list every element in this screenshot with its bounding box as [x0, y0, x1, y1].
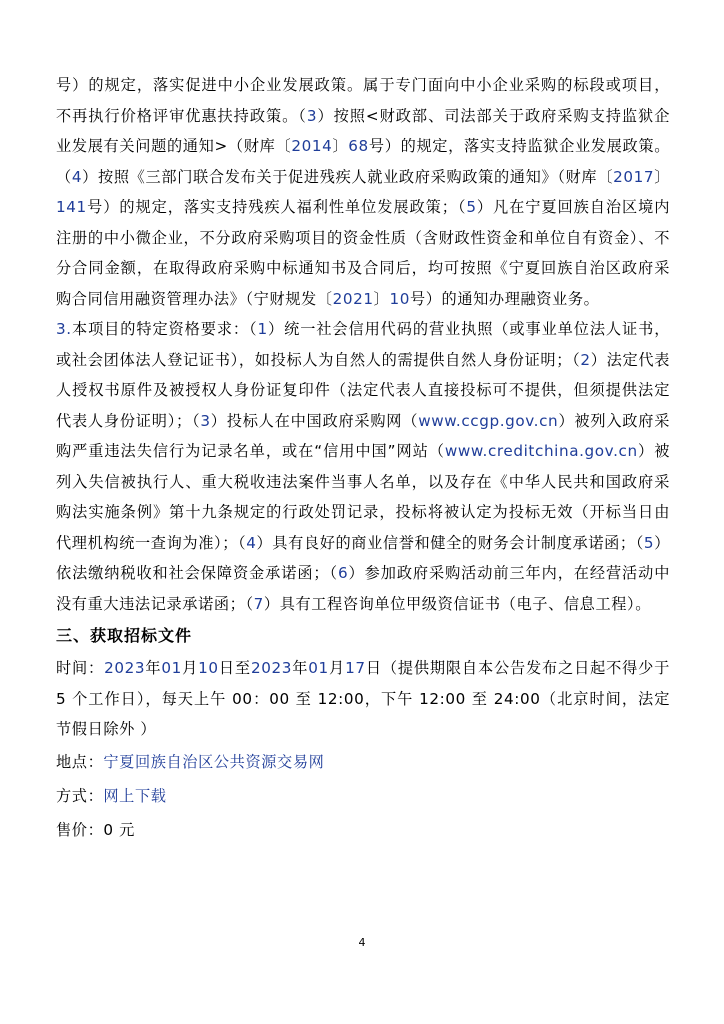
text-run: ）投标人在中国政府采购网（	[210, 411, 419, 430]
text-run: 5	[643, 533, 655, 552]
text-run: 年	[145, 659, 162, 677]
text-run: 2021	[332, 289, 374, 308]
text-run: 68	[348, 137, 369, 155]
price-field	[56, 813, 670, 847]
text-run: 2023	[104, 659, 146, 677]
field-label: 时间：	[56, 659, 105, 677]
text-run: 号）的规定，落实促进中小企业发展政策。属于专门面向中小企业采购的标段或项目，不再执行价格评审优惠扶持政策。（	[56, 76, 670, 125]
policy-paragraph	[56, 70, 670, 314]
text-run: 2017	[613, 167, 655, 186]
text-run: 3.	[56, 320, 72, 338]
text-run: 年	[292, 659, 309, 677]
text-run: 〕	[332, 137, 349, 155]
text-run: ）按照<财政部、司法部关于政府采购支持监狱企业发展有关问题的通知>（财库〔	[56, 106, 670, 155]
text-run: ）具有良好的商业信誉和健全的财务会计制度承诺函；（	[256, 533, 644, 552]
text-run: 7	[253, 594, 264, 613]
text-run: 4	[246, 533, 257, 552]
text-run: ）统一社会信用代码的营业执照（或事业单位法人证书，或社会团体法人登记证书），如投标人为自然人的需提供自然人身份证明；（	[56, 320, 670, 369]
text-run: 5	[466, 198, 477, 216]
text-run: 号）的通知办理融资业务。	[409, 289, 600, 308]
text-run: ）具有工程咨询单位甲级资信证书（电子、信息工程）。	[263, 594, 651, 613]
text-run: 17	[345, 659, 366, 677]
text-run: 号）的规定，落实支持残疾人福利性单位发展政策；（	[86, 198, 467, 216]
text-run: ）参加政府采购活动前三年内，在经营活动中没有重大违法记录承诺函；（	[56, 564, 671, 613]
page-number: 4	[358, 936, 366, 949]
document-page	[56, 70, 670, 847]
field-label: 方式：	[56, 786, 104, 805]
ccgp-url: www.ccgp.gov.cn	[418, 411, 559, 430]
text-run: 2	[580, 350, 591, 369]
text-run: 01	[308, 659, 329, 677]
text-run: 月	[328, 659, 346, 677]
section-heading: 三、获取招标文件	[56, 626, 193, 645]
text-run: ）按照《三部门联合发布关于促进残疾人就业政府采购政策的通知》（财库〔	[82, 167, 614, 186]
text-run: 01	[161, 659, 182, 677]
text-run: 10	[198, 659, 219, 677]
text-run: 2014	[291, 137, 333, 155]
text-run: ）被列入失信被执行人、重大税收违法案件当事人名单，以及存在《中华人民共和国政府采购法实施条例》第十九条规定的行政处罚记录，投标将被认定为投标无效（开标当日由代理机构统一查询为准）；（	[56, 442, 670, 552]
text-run: ）凡在宁夏回族自治区境内注册的中小微企业，不分政府采购项目的资金性质（含财政性资金和单位自有资金）、不分合同金额，在取得政府采购中标通知书及合同后，均可按照《宁夏回族自治区政府采购合同信用融资管理办法》（宁财规发〔	[56, 198, 670, 308]
field-value: 网上下载	[103, 786, 167, 805]
field-label: 地点：	[56, 752, 104, 771]
text-run: 4	[71, 167, 83, 186]
text-run: 本项目的特定资格要求：（	[71, 320, 258, 338]
text-run: 日	[365, 659, 382, 677]
creditchina-url: www.creditchina.gov.cn	[444, 442, 638, 460]
field-value: 0 元	[103, 820, 135, 839]
text-run: 2023	[250, 659, 293, 677]
field-label: 售价：	[56, 820, 104, 839]
text-run: （提供期限自本公告发布之日起不得少于 5 个工作日），每天上午 00：00 至 12:00，下午 12:00 至 24:00（北京时间，法定节假日除外 ）	[56, 659, 670, 738]
text-run: 月	[181, 659, 199, 677]
text-run: 3	[306, 106, 318, 125]
text-run: ）依法缴纳税收和社会保障资金承诺函；（	[56, 533, 670, 582]
text-run: 号）的规定，落实支持监狱企业发展政策。（	[56, 137, 670, 186]
text-run: 日至	[218, 659, 251, 677]
text-run: 3	[200, 411, 211, 430]
time-field	[56, 653, 670, 745]
text-run: 1	[257, 320, 268, 338]
location-field	[56, 745, 670, 779]
text-run: 6	[337, 564, 349, 582]
text-run: 141	[56, 198, 87, 216]
text-run: 〕	[373, 289, 390, 308]
text-run: 〕	[654, 167, 670, 186]
text-run: ）法定代表人授权书原件及被授权人身份证复印件（法定代表人直接投标可不提供，但须提供法定代表人身份证明）；（	[56, 350, 671, 430]
method-field	[56, 779, 670, 813]
field-value: 宁夏回族自治区公共资源交易网	[103, 752, 325, 771]
qualification-paragraph	[56, 314, 670, 619]
text-run: 10	[389, 289, 410, 308]
text-run: ）被列入政府采购严重违法失信行为记录名单，或在“信用中国”网站（	[56, 411, 670, 460]
